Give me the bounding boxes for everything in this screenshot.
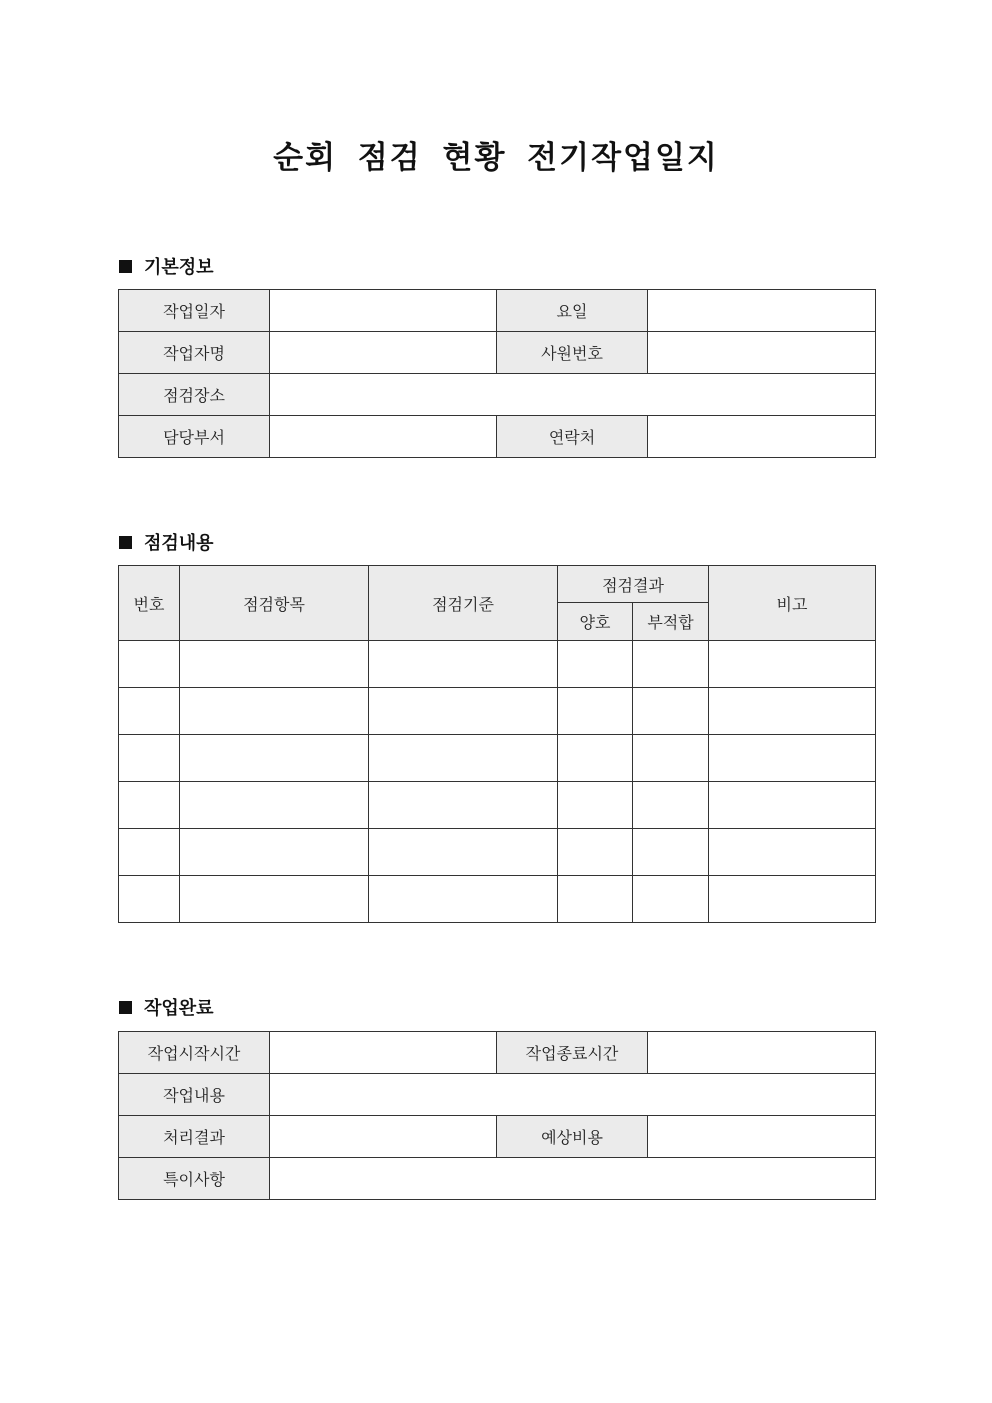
table-row [119, 782, 876, 829]
table-row [119, 290, 876, 332]
expected-cost-label: 예상비용 [497, 1116, 648, 1158]
contact-field[interactable] [648, 416, 876, 458]
item-cell[interactable] [180, 876, 369, 923]
table-row [119, 332, 876, 374]
table-row [119, 688, 876, 735]
basic-info-table [118, 289, 876, 458]
no-cell[interactable] [119, 688, 180, 735]
remarks-cell[interactable] [709, 782, 876, 829]
section-heading-inspection [119, 529, 214, 555]
good-cell[interactable] [558, 735, 633, 782]
employee-no-field[interactable] [648, 332, 876, 374]
table-row [119, 641, 876, 688]
square-bullet-icon [119, 260, 132, 273]
bad-cell[interactable] [633, 641, 709, 688]
start-time-field[interactable] [270, 1032, 497, 1074]
expected-cost-field[interactable] [648, 1116, 876, 1158]
header-no: 번호 [119, 566, 180, 641]
criteria-cell[interactable] [369, 782, 558, 829]
header-bad: 부적합 [633, 603, 709, 641]
good-cell[interactable] [558, 688, 633, 735]
table-row [119, 735, 876, 782]
table-row [119, 876, 876, 923]
no-cell[interactable] [119, 829, 180, 876]
worker-name-field[interactable] [270, 332, 497, 374]
completion-table [118, 1031, 876, 1200]
header-result: 점검결과 [558, 566, 709, 603]
table-row [119, 1032, 876, 1074]
no-cell[interactable] [119, 782, 180, 829]
page-title: 순회 점검 현황 전기작업일지 [273, 140, 719, 176]
result-field[interactable] [270, 1116, 497, 1158]
square-bullet-icon [119, 1001, 132, 1014]
remarks-cell[interactable] [709, 641, 876, 688]
table-row [119, 416, 876, 458]
employee-no-label: 사원번호 [497, 332, 648, 374]
weekday-field[interactable] [648, 290, 876, 332]
section-heading-completion [119, 994, 214, 1020]
no-cell[interactable] [119, 735, 180, 782]
header-item: 점검항목 [180, 566, 369, 641]
remarks-cell[interactable] [709, 876, 876, 923]
good-cell[interactable] [558, 641, 633, 688]
criteria-cell[interactable] [369, 876, 558, 923]
item-cell[interactable] [180, 782, 369, 829]
work-content-field[interactable] [270, 1074, 876, 1116]
table-row [119, 1074, 876, 1116]
bad-cell[interactable] [633, 829, 709, 876]
criteria-cell[interactable] [369, 641, 558, 688]
criteria-cell[interactable] [369, 829, 558, 876]
department-field[interactable] [270, 416, 497, 458]
header-criteria: 점검기준 [369, 566, 558, 641]
bad-cell[interactable] [633, 688, 709, 735]
criteria-cell[interactable] [369, 735, 558, 782]
table-row [119, 374, 876, 416]
criteria-cell[interactable] [369, 688, 558, 735]
table-header-row [119, 566, 876, 603]
weekday-label: 요일 [497, 290, 648, 332]
work-content-label: 작업내용 [119, 1074, 270, 1116]
bad-cell[interactable] [633, 782, 709, 829]
worker-name-label: 작업자명 [119, 332, 270, 374]
end-time-field[interactable] [648, 1032, 876, 1074]
header-remarks: 비고 [709, 566, 876, 641]
no-cell[interactable] [119, 876, 180, 923]
inspection-place-field[interactable] [270, 374, 876, 416]
table-row [119, 1158, 876, 1200]
bad-cell[interactable] [633, 876, 709, 923]
section-heading-label: 작업완료 [144, 998, 214, 1019]
department-label: 담당부서 [119, 416, 270, 458]
notes-field[interactable] [270, 1158, 876, 1200]
good-cell[interactable] [558, 829, 633, 876]
section-heading-basic [119, 253, 214, 279]
notes-label: 특이사항 [119, 1158, 270, 1200]
item-cell[interactable] [180, 688, 369, 735]
item-cell[interactable] [180, 829, 369, 876]
end-time-label: 작업종료시간 [497, 1032, 648, 1074]
remarks-cell[interactable] [709, 688, 876, 735]
section-heading-label: 점검내용 [144, 533, 214, 554]
table-row [119, 1116, 876, 1158]
table-row [119, 829, 876, 876]
square-bullet-icon [119, 536, 132, 549]
section-heading-label: 기본정보 [144, 257, 214, 278]
item-cell[interactable] [180, 641, 369, 688]
start-time-label: 작업시작시간 [119, 1032, 270, 1074]
good-cell[interactable] [558, 876, 633, 923]
work-date-field[interactable] [270, 290, 497, 332]
remarks-cell[interactable] [709, 735, 876, 782]
inspection-place-label: 점검장소 [119, 374, 270, 416]
contact-label: 연락처 [497, 416, 648, 458]
remarks-cell[interactable] [709, 829, 876, 876]
header-good: 양호 [558, 603, 633, 641]
result-label: 처리결과 [119, 1116, 270, 1158]
bad-cell[interactable] [633, 735, 709, 782]
good-cell[interactable] [558, 782, 633, 829]
item-cell[interactable] [180, 735, 369, 782]
no-cell[interactable] [119, 641, 180, 688]
inspection-table [118, 565, 876, 923]
work-date-label: 작업일자 [119, 290, 270, 332]
